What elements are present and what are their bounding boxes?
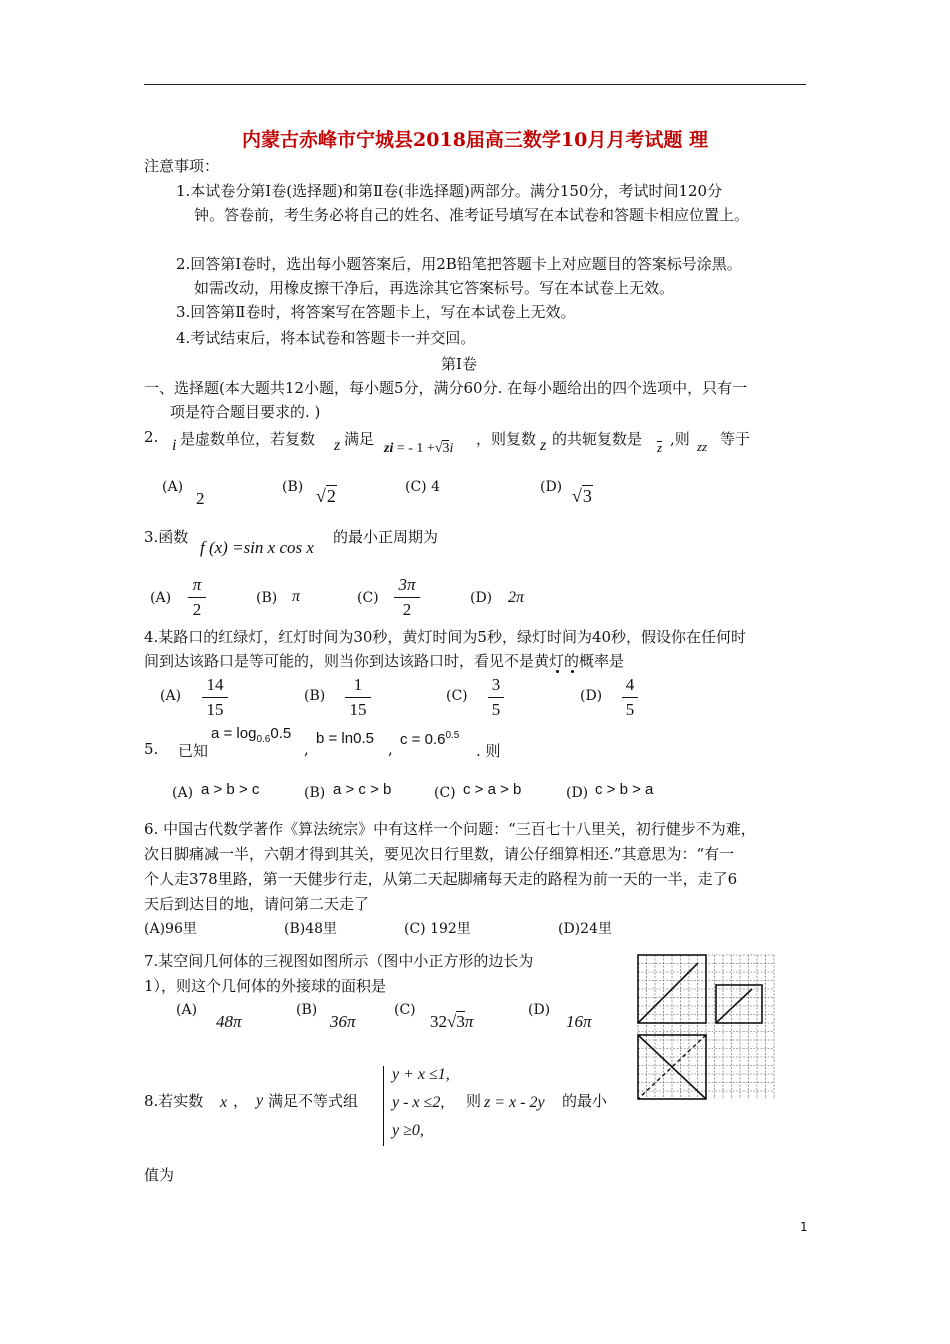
notice-item-3: 3.回答第Ⅱ卷时，将答案写在答题卡上，写在本试卷上无效。 bbox=[176, 303, 576, 321]
q2-equation: zi = - 1 +√3i bbox=[384, 441, 454, 456]
three-view-figure bbox=[636, 953, 776, 1103]
q3-option-c: (C) bbox=[357, 590, 379, 606]
q6-line3: 个人走378里路，第一天健步行走，从第二天起脚痛每天走的路程为前一天的一半，走了6 bbox=[144, 870, 738, 888]
q5-option-b-value: a > c > b bbox=[333, 781, 392, 798]
q7-option-a-value: 48π bbox=[216, 1012, 242, 1031]
q5-a-base: 0.6 bbox=[256, 734, 271, 745]
section1-line1: 一、选择题(本大题共12小题，每小题5分，满分60分. 在每小题给出的四个选项中，只有一 bbox=[144, 379, 748, 397]
q6-option-a: (A)96里 bbox=[144, 921, 197, 937]
header-rule bbox=[144, 84, 806, 85]
q5-option-d-value: c > b > a bbox=[595, 781, 654, 798]
q3-text: 的最小正周期为 bbox=[333, 528, 439, 546]
q8-objective: z = x - 2y bbox=[484, 1094, 545, 1111]
q7-option-b-value: 36π bbox=[330, 1012, 356, 1031]
page-title: 内蒙古赤峰市宁城县2018届高三数学10月月考试题 理 bbox=[242, 129, 708, 151]
q2-text2: 满足 bbox=[344, 430, 375, 448]
q4-line2: 间到达该路口是等可能的，则当你到达该路口时，看见不是黄灯的概率是 bbox=[144, 652, 625, 670]
q6-option-c: (C) 192里 bbox=[404, 921, 471, 937]
q8-inequality-1: y + x ≤1, bbox=[392, 1066, 450, 1083]
q8-y: y bbox=[256, 1092, 264, 1109]
q3-option-b: (B) bbox=[256, 590, 278, 606]
volume-label: 第Ⅰ卷 bbox=[441, 355, 477, 373]
q4-d-denominator: 5 bbox=[625, 700, 635, 719]
notice-heading: 注意事项： bbox=[144, 157, 220, 175]
notice-item-1-line1: 1.本试卷分第Ⅰ卷(选择题)和第Ⅱ卷(非选择题)两部分。满分150分，考试时间120分 bbox=[176, 182, 723, 200]
q4-c-numerator: 3 bbox=[491, 675, 501, 694]
q2-option-b-radicand: 2 bbox=[326, 486, 336, 506]
q6-line1: 6. 中国古代数学著作《算法统宗》中有这样一个问题：“三百七十八里关，初行健步不为难， bbox=[144, 820, 756, 838]
q2-text3: ，则复数 bbox=[476, 430, 537, 448]
q2-option-c: (C) 4 bbox=[405, 479, 440, 495]
q5-text1: 已知 bbox=[178, 742, 209, 760]
q7-option-d-value: 16π bbox=[566, 1012, 592, 1031]
q7-line1: 7.某空间几何体的三视图如图所示（图中小正方形的边长为 bbox=[144, 952, 534, 970]
q2-option-a-value: 2 bbox=[196, 489, 205, 508]
q3-c-numerator: 3π bbox=[398, 575, 416, 594]
q7-option-a: (A) bbox=[176, 1002, 198, 1018]
q3-c-denominator: 2 bbox=[402, 600, 412, 619]
q3-option-a-fraction bbox=[188, 574, 206, 621]
q8-comma: ， bbox=[233, 1092, 249, 1110]
q4-b-numerator: 1 bbox=[353, 675, 363, 694]
q4-d-numerator: 4 bbox=[625, 675, 635, 694]
q5-a-arg: 0.5 bbox=[270, 725, 292, 742]
q8-inequality-2: y - x ≤2, bbox=[392, 1094, 445, 1111]
q7-option-c: (C) bbox=[394, 1002, 416, 1018]
q3-option-b-value: π bbox=[292, 588, 301, 605]
q8-number: 8.若实数 bbox=[144, 1092, 204, 1110]
q5-comma: , bbox=[388, 740, 393, 758]
q5-number: 5. bbox=[144, 740, 159, 758]
emphasis-dot bbox=[556, 670, 559, 673]
q8-text4: 值为 bbox=[144, 1166, 175, 1184]
section1-line2: 项是符合题目要求的. ) bbox=[170, 403, 321, 421]
q3-option-d-value: 2π bbox=[508, 589, 525, 606]
q2-option-d: (D) bbox=[540, 479, 563, 495]
q5-option-d: (D) bbox=[566, 785, 589, 801]
q4-option-d: (D) bbox=[580, 688, 603, 704]
q2-i: i bbox=[172, 437, 177, 454]
q5-option-a-value: a > b > c bbox=[201, 781, 260, 798]
q3-option-c-fraction bbox=[394, 574, 420, 621]
q2-option-d-value: √3 bbox=[572, 486, 592, 506]
q4-option-d-fraction bbox=[622, 674, 638, 721]
q3-function: f (x) =sin x cos x bbox=[200, 538, 314, 557]
q2-number: 2. bbox=[144, 428, 159, 446]
q7-option-b: (B) bbox=[296, 1002, 318, 1018]
q8-x: x bbox=[220, 1094, 228, 1111]
q2-eq-radicand: 3 bbox=[442, 441, 450, 456]
q4-c-denominator: 5 bbox=[491, 700, 501, 719]
q5-comma: , bbox=[304, 740, 309, 758]
q4-a-numerator: 14 bbox=[206, 675, 224, 694]
q4-option-a-fraction bbox=[202, 674, 228, 721]
q5-option-c-value: c > a > b bbox=[463, 781, 522, 798]
emphasis-dot bbox=[571, 670, 574, 673]
inequality-brace bbox=[383, 1066, 391, 1146]
q7-c-coef: 32 bbox=[430, 1012, 447, 1031]
q8-inequality-3: y ≥0, bbox=[392, 1122, 424, 1139]
q3-number: 3.函数 bbox=[144, 528, 189, 546]
q3-option-d: (D) bbox=[470, 590, 493, 606]
q4-option-a: (A) bbox=[160, 688, 182, 704]
q5-a-definition bbox=[211, 725, 291, 745]
q5-c-exponent: 0.5 bbox=[445, 730, 460, 741]
q7-c-pi: π bbox=[464, 1012, 474, 1031]
q2-text4: 的共轭复数是 bbox=[552, 430, 643, 448]
q4-b-denominator: 15 bbox=[349, 700, 367, 719]
q2-zzbar: zz bbox=[697, 439, 708, 454]
q2-z: z bbox=[334, 437, 341, 454]
q2-option-a: (A) bbox=[162, 479, 184, 495]
q3-option-a: (A) bbox=[150, 590, 172, 606]
q5-c-label: c = 0.6 bbox=[400, 731, 446, 748]
q6-option-d: (D)24里 bbox=[558, 921, 612, 937]
page-number: 1 bbox=[800, 1220, 808, 1234]
q2-z2: z bbox=[540, 437, 547, 454]
q7-option-d: (D) bbox=[528, 1002, 551, 1018]
q8-text2: 则 bbox=[466, 1092, 482, 1110]
q2-zbar: z bbox=[657, 440, 663, 455]
q8-text3: 的最小 bbox=[562, 1092, 608, 1110]
notice-item-2-line1: 2.回答第Ⅰ卷时，选出每小题答案后，用2B铅笔把答题卡上对应题目的答案标号涂黑。 bbox=[176, 255, 742, 273]
q5-option-c: (C) bbox=[434, 785, 456, 801]
q2-eq-lhs: zi bbox=[384, 441, 394, 456]
q2-eq-i: i bbox=[449, 441, 454, 456]
q3-a-numerator: π bbox=[192, 575, 202, 594]
q3-a-denominator: 2 bbox=[192, 600, 202, 619]
q5-option-a: (A) bbox=[172, 785, 194, 801]
q5-text2: . 则 bbox=[476, 742, 501, 760]
q2-eq-mid: = - 1 + bbox=[393, 441, 435, 456]
q2-option-d-radicand: 3 bbox=[582, 486, 592, 506]
q2-text6: 等于 bbox=[720, 430, 751, 448]
q4-option-b-fraction bbox=[345, 674, 371, 721]
q4-option-c-fraction bbox=[488, 674, 504, 721]
q2-text5: ,则 bbox=[670, 430, 690, 448]
q7-c-radicand: 3 bbox=[456, 1012, 465, 1031]
q6-option-b: (B)48里 bbox=[284, 921, 338, 937]
q4-line1: 4.某路口的红绿灯，红灯时间为30秒，黄灯时间为5秒，绿灯时间为40秒，假设你在任何时 bbox=[144, 628, 747, 646]
q2-text1: 是虚数单位，若复数 bbox=[180, 430, 316, 448]
notice-item-4: 4.考试结束后，将本试卷和答题卡一并交回。 bbox=[176, 329, 476, 347]
q4-a-denominator: 15 bbox=[206, 700, 224, 719]
q2-option-b-value: √2 bbox=[316, 486, 336, 506]
notice-item-2-line2: 如需改动，用橡皮擦干净后，再选涂其它答案标号。写在本试卷上无效。 bbox=[194, 279, 675, 297]
q2-option-b: (B) bbox=[282, 479, 304, 495]
notice-item-1-line2: 钟。答卷前，考生务必将自己的姓名、准考证号填写在本试卷和答题卡相应位置上。 bbox=[194, 206, 750, 224]
q7-option-c-value: 32√3π bbox=[430, 1012, 474, 1031]
q4-option-c: (C) bbox=[446, 688, 468, 704]
q8-text1: 满足不等式组 bbox=[268, 1092, 359, 1110]
q5-b-definition: b = ln0.5 bbox=[316, 730, 374, 747]
q5-option-b: (B) bbox=[304, 785, 326, 801]
q5-a-label: a = log bbox=[211, 725, 257, 742]
q4-option-b: (B) bbox=[304, 688, 326, 704]
q7-line2: 1），则这个几何体的外接球的面积是 bbox=[144, 977, 387, 995]
q6-line2: 次日脚痛减一半，六朝才得到其关，要见次日行里数，请公仔细算相还.”其意思为：“有一 bbox=[144, 845, 735, 863]
q6-line4: 天后到达目的地，请问第二天走了 bbox=[144, 895, 370, 913]
q5-c-definition bbox=[400, 730, 459, 748]
